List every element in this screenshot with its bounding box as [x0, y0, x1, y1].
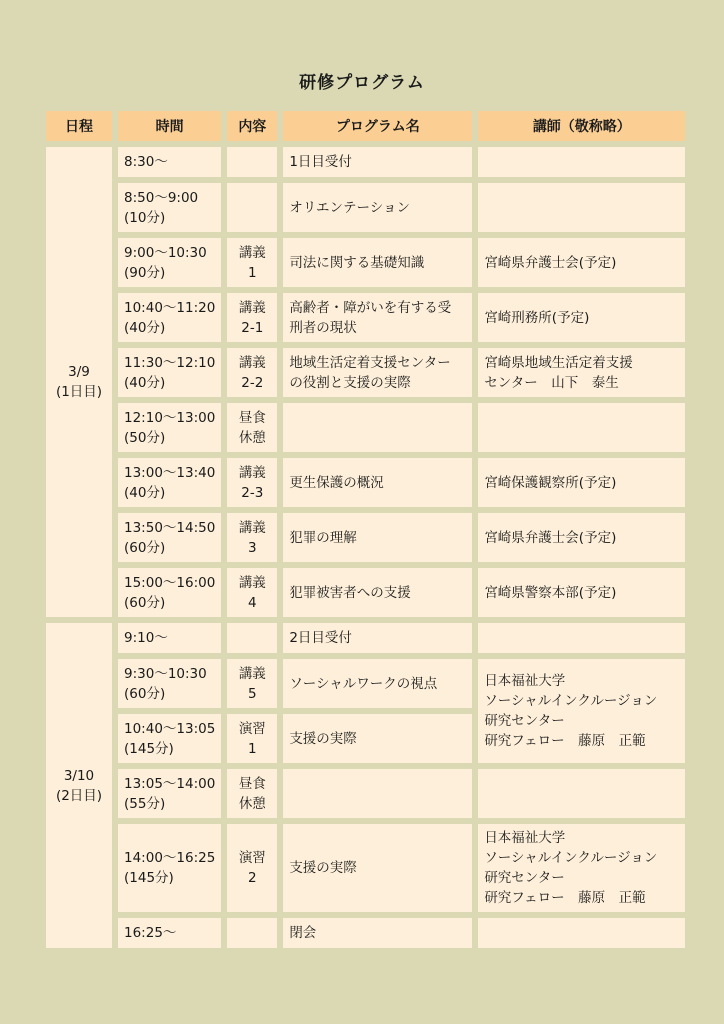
- cell-line: 宮崎保護観察所(予定): [484, 474, 617, 491]
- cell-line: 支援の実際: [289, 730, 357, 747]
- date-day2: 3/10: [63, 767, 95, 784]
- cell-line: 10:40〜13:05: [124, 720, 216, 737]
- cell-line: 11:30〜12:10: [124, 354, 216, 371]
- program-cell: [283, 293, 472, 342]
- program-cell: [283, 183, 472, 232]
- date-cell-day1: [46, 147, 112, 617]
- content-cell: [227, 918, 277, 948]
- cell-line: 講義: [238, 464, 266, 481]
- program-cell: [283, 513, 472, 562]
- date-label-day2: (2日目): [55, 787, 103, 804]
- cell-line: 12:10〜13:00: [124, 409, 216, 426]
- program-cell: [283, 147, 472, 177]
- content-cell: [227, 348, 277, 397]
- cell-line: 2-1: [241, 319, 264, 336]
- time-cell: [118, 824, 221, 912]
- program-table: [40, 105, 691, 954]
- cell-line: 8:50〜9:00: [124, 189, 199, 206]
- time-cell: [118, 623, 221, 653]
- lecturer-cell: [478, 918, 685, 948]
- time-cell: [118, 659, 221, 708]
- table-row: [46, 458, 685, 507]
- lecturer-cell: [478, 183, 685, 232]
- cell-line: (40分): [124, 319, 166, 336]
- cell-line: 研究フェロー 藤原 正範: [484, 733, 646, 749]
- cell-line: 昼食: [238, 775, 266, 792]
- content-cell: [227, 714, 277, 763]
- cell-line: オリエンテーション: [289, 199, 411, 216]
- cell-line: 司法に関する基礎知識: [289, 254, 425, 271]
- cell-line: 2-2: [241, 374, 264, 391]
- lecturer-cell: [478, 147, 685, 177]
- cell-line: 15:00〜16:00: [124, 574, 216, 591]
- time-cell: [118, 458, 221, 507]
- cell-line: 16:25〜: [124, 925, 177, 941]
- program-cell: [283, 824, 472, 912]
- cell-line: 休憩: [238, 429, 266, 446]
- cell-line: 講義: [238, 574, 266, 591]
- date-day1: 3/9: [68, 364, 90, 380]
- cell-line: (90分): [124, 264, 166, 281]
- cell-line: 9:10〜: [124, 630, 168, 646]
- cell-line: (60分): [124, 685, 166, 702]
- cell-line: (50分): [124, 429, 166, 446]
- content-cell: [227, 623, 277, 653]
- cell-line: 演習: [238, 720, 266, 737]
- content-cell: [227, 147, 277, 177]
- table-body: [46, 147, 685, 948]
- cell-line: 5: [248, 685, 257, 702]
- cell-line: 日本福祉大学: [484, 830, 566, 846]
- cell-line: 8:30〜: [124, 154, 168, 170]
- header-program: プログラム名: [283, 111, 472, 141]
- time-cell: [118, 568, 221, 617]
- lecturer-cell: [478, 769, 685, 818]
- cell-line: 9:00〜10:30: [124, 244, 207, 261]
- time-cell: [118, 714, 221, 763]
- table-row: [46, 918, 685, 948]
- date-label-day1: (1日目): [55, 384, 103, 400]
- lecturer-cell: [478, 659, 685, 763]
- program-cell: [283, 568, 472, 617]
- cell-line: 昼食: [238, 409, 266, 426]
- cell-line: (60分): [124, 539, 166, 556]
- program-cell: [283, 714, 472, 763]
- program-cell: [283, 769, 472, 818]
- date-cell-day2: [46, 623, 112, 948]
- lecturer-cell: [478, 458, 685, 507]
- cell-line: 研究フェロー 藤原 正範: [484, 890, 646, 906]
- cell-line: 閉会: [289, 925, 317, 941]
- cell-line: 演習: [238, 850, 266, 866]
- cell-line: 犯罪の理解: [289, 529, 357, 546]
- table-row: [46, 659, 685, 708]
- content-cell: [227, 659, 277, 708]
- program-cell: [283, 238, 472, 287]
- content-cell: [227, 238, 277, 287]
- lecturer-cell: [478, 513, 685, 562]
- table-row: [46, 348, 685, 397]
- cell-line: 地域生活定着支援センター: [289, 354, 451, 371]
- header-lecturer: 講師（敬称略）: [478, 111, 685, 141]
- table-row: [46, 147, 685, 177]
- cell-line: 研究センター: [484, 713, 565, 729]
- cell-line: 1: [248, 740, 257, 757]
- cell-line: 13:50〜14:50: [124, 519, 216, 536]
- table-row: [46, 568, 685, 617]
- cell-line: (40分): [124, 484, 166, 501]
- cell-line: 9:30〜10:30: [124, 665, 207, 682]
- cell-line: の役割と支援の実際: [289, 374, 411, 391]
- lecturer-cell: [478, 824, 685, 912]
- table-row: [46, 824, 685, 912]
- header-date: 日程: [46, 111, 112, 141]
- cell-line: ソーシャルインクルージョン: [484, 693, 658, 709]
- cell-line: 1日目受付: [289, 154, 352, 170]
- table-row: [46, 238, 685, 287]
- lecturer-cell: [478, 238, 685, 287]
- cell-line: (10分): [124, 209, 166, 226]
- content-cell: [227, 458, 277, 507]
- table-row: [46, 623, 685, 653]
- program-cell: [283, 403, 472, 452]
- table-row: [46, 293, 685, 342]
- lecturer-cell: [478, 293, 685, 342]
- cell-line: 支援の実際: [289, 860, 357, 876]
- cell-line: 日本福祉大学: [484, 673, 566, 689]
- cell-line: ソーシャルワークの視点: [289, 675, 438, 692]
- lecturer-cell: [478, 403, 685, 452]
- cell-line: 13:00〜13:40: [124, 464, 216, 481]
- time-cell: [118, 293, 221, 342]
- content-cell: [227, 513, 277, 562]
- cell-line: (60分): [124, 594, 166, 611]
- cell-line: センター 山下 泰生: [484, 374, 619, 391]
- cell-line: 宮崎県弁護士会(予定): [484, 254, 617, 271]
- cell-line: 10:40〜11:20: [124, 299, 216, 316]
- cell-line: 宮崎県警察本部(予定): [484, 584, 617, 601]
- content-cell: [227, 293, 277, 342]
- cell-line: 3: [248, 539, 257, 556]
- time-cell: [118, 918, 221, 948]
- content-cell: [227, 183, 277, 232]
- cell-line: 休憩: [238, 795, 266, 812]
- cell-line: 14:00〜16:25: [124, 850, 216, 866]
- cell-line: 2日目受付: [289, 630, 352, 646]
- cell-line: 1: [248, 264, 257, 281]
- cell-line: 宮崎県地域生活定着支援: [484, 354, 633, 371]
- cell-line: 2: [248, 870, 257, 886]
- cell-line: 更生保護の概況: [289, 474, 384, 491]
- time-cell: [118, 513, 221, 562]
- time-cell: [118, 183, 221, 232]
- cell-line: 講義: [238, 299, 266, 316]
- cell-line: ソーシャルインクルージョン: [484, 850, 658, 866]
- cell-line: (55分): [124, 795, 166, 812]
- lecturer-cell: [478, 623, 685, 653]
- table-row: [46, 513, 685, 562]
- content-cell: [227, 824, 277, 912]
- program-cell: [283, 659, 472, 708]
- header-content: 内容: [227, 111, 277, 141]
- cell-line: 4: [248, 594, 257, 611]
- header-row: [46, 111, 685, 141]
- program-cell: [283, 918, 472, 948]
- program-cell: [283, 458, 472, 507]
- time-cell: [118, 147, 221, 177]
- cell-line: 研究センター: [484, 870, 565, 886]
- content-cell: [227, 769, 277, 818]
- cell-line: (40分): [124, 374, 166, 391]
- cell-line: 講義: [238, 244, 266, 261]
- cell-line: (145分): [124, 870, 174, 886]
- cell-line: (145分): [124, 740, 174, 757]
- cell-line: 宮崎県弁護士会(予定): [484, 529, 617, 546]
- page-title: 研修プログラム: [299, 73, 425, 93]
- lecturer-cell: [478, 568, 685, 617]
- cell-line: 講義: [238, 519, 266, 536]
- cell-line: 刑者の現状: [289, 319, 357, 336]
- table-row: [46, 183, 685, 232]
- table-row: [46, 403, 685, 452]
- time-cell: [118, 348, 221, 397]
- content-cell: [227, 403, 277, 452]
- table-row: [46, 769, 685, 818]
- header-time: 時間: [118, 111, 221, 141]
- cell-line: 講義: [238, 354, 266, 371]
- program-cell: [283, 623, 472, 653]
- cell-line: 宮崎刑務所(予定): [484, 309, 590, 326]
- content-cell: [227, 568, 277, 617]
- time-cell: [118, 403, 221, 452]
- cell-line: 13:05〜14:00: [124, 775, 216, 792]
- cell-line: 犯罪被害者への支援: [289, 584, 411, 601]
- program-cell: [283, 348, 472, 397]
- time-cell: [118, 238, 221, 287]
- cell-line: 講義: [238, 665, 266, 682]
- cell-line: 2-3: [241, 484, 264, 501]
- time-cell: [118, 769, 221, 818]
- lecturer-cell: [478, 348, 685, 397]
- cell-line: 高齢者・障がいを有する受: [289, 299, 452, 316]
